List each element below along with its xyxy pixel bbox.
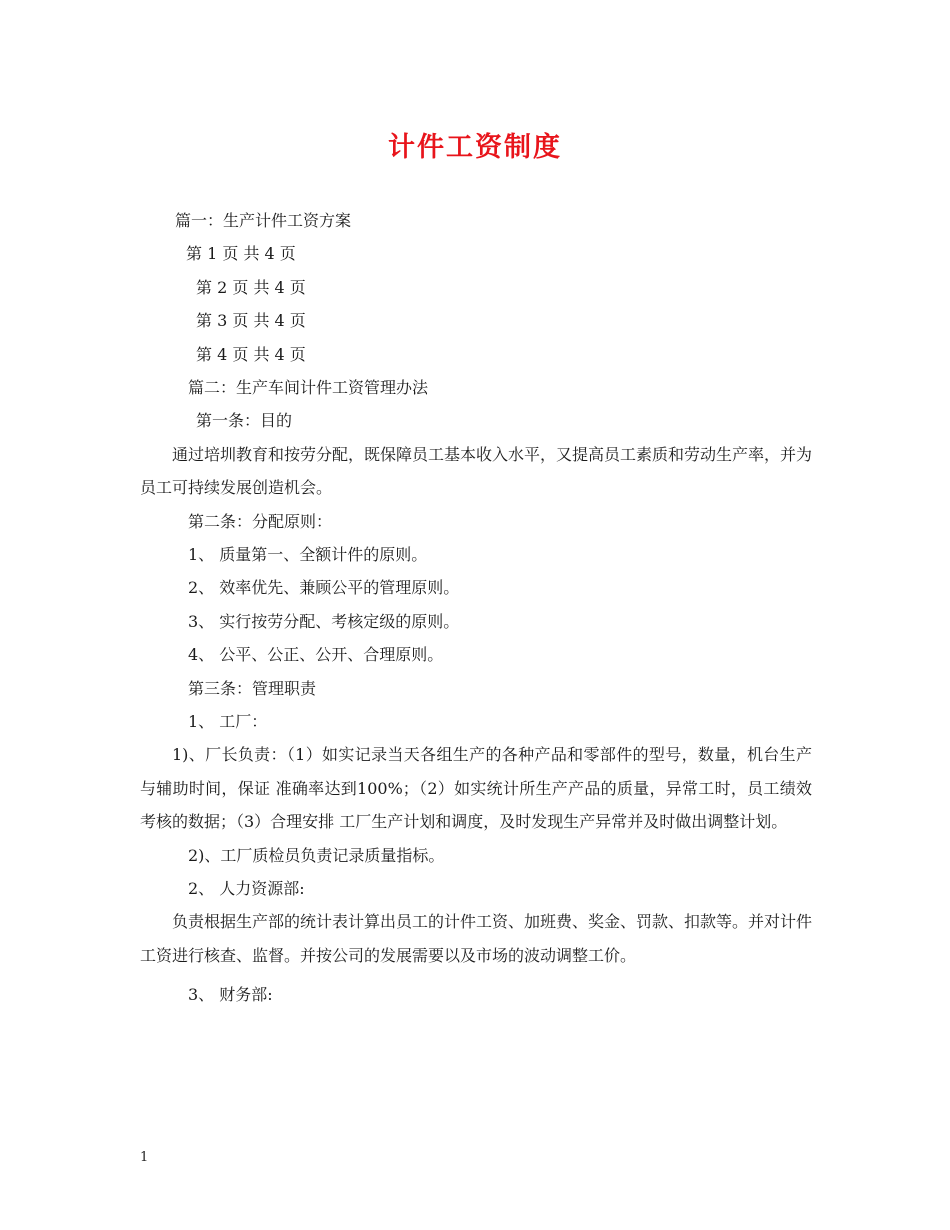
paragraph: 1)、厂长负责：（1）如实记录当天各组生产的各种产品和零部件的型号，数量，机台生产与辅助时间，保证 准确率达到100%；（2）如实统计所生产产品的质量，异常工时，员工绩效考核的数据；（3）合理安排 工厂生产计划和调度，及时发现生产异常并及时做出调整计划。 [140, 745, 812, 832]
article-heading: 第一条：目的 [196, 411, 293, 431]
list-item: 4、 公平、公正、公开、合理原则。 [188, 645, 444, 665]
paragraph: 负责根据生产部的统计表计算出员工的计件工资、加班费、奖金、罚款、扣款等。并对计件工资进行核查、监督。并按公司的发展需要以及市场的波动调整工价。 [140, 912, 813, 965]
section-heading: 篇一：生产计件工资方案 [175, 211, 352, 230]
article-heading: 第二条：分配原则： [188, 511, 333, 531]
list-item: 2、 效率优先、兼顾公平的管理原则。 [188, 578, 460, 598]
list-item: 3、 财务部: [188, 985, 273, 1005]
page-reference: 第 3 页 共 4 页 [196, 311, 306, 331]
page-reference: 第 2 页 共 4 页 [196, 277, 306, 297]
list-item: 2、 人力资源部: [188, 878, 305, 898]
document-title: 计件工资制度 [388, 132, 562, 163]
page-reference: 第 1 页 共 4 页 [186, 244, 296, 264]
article-heading: 第三条：管理职责 [188, 678, 317, 698]
list-item: 3、 实行按劳分配、考核定级的原则。 [188, 611, 460, 631]
list-item: 2)、工厂质检员负责记录质量指标。 [188, 845, 445, 865]
list-item: 1、 质量第一、全额计件的原则。 [188, 544, 428, 564]
section-heading: 篇二：生产车间计件工资管理办法 [188, 377, 429, 397]
page-number: 1 [140, 1150, 149, 1165]
list-item: 1、 工厂： [188, 711, 268, 731]
document-body [140, 204, 812, 1011]
paragraph: 通过培圳教育和按劳分配，既保障员工基本收入水平，又提高员工素质和劳动生产率，并为员工可持续发展创造机会。 [140, 444, 813, 498]
page-reference: 第 4 页 共 4 页 [196, 344, 306, 364]
